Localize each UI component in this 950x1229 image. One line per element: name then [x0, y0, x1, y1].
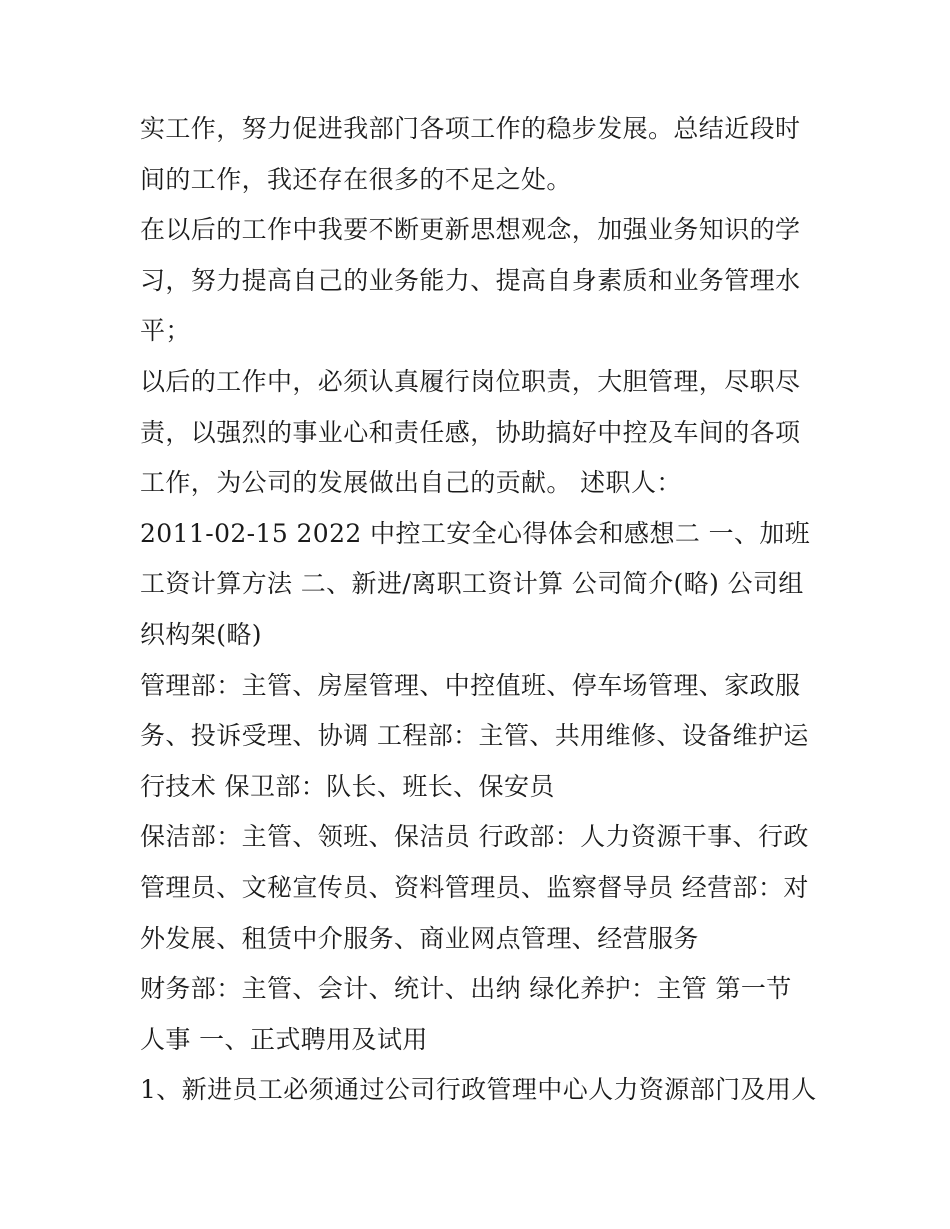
paragraph-cleaning-admin-departments: 保洁部：主管、领班、保洁员 行政部：人力资源干事、行政管理员、文秘宣传员、资料管理员、监察督导员 经营部：对外发展、租赁中介服务、商业网点管理、经营服务: [140, 822, 809, 953]
paragraph-improvement-plan: 在以后的工作中我要不断更新思想观念，加强业务知识的学习，努力提高自己的业务能力、提高自身素质和业务管理水平；: [140, 215, 801, 346]
paragraph-duty-commitment: 以后的工作中，必须认真履行岗位职责，大胆管理，尽职尽责，以强烈的事业心和责任感，协助搞好中控及车间的各项工作，为公司的发展做出自己的贡献。 述职人：: [140, 366, 801, 498]
paragraph-date-and-outline: 2011-02-15 2022 中控工安全心得体会和感想二 一、加班工资计算方法 二、新进/离职工资计算 公司简介(略) 公司组织构架(略): [140, 518, 811, 649]
document-body: [140, 104, 820, 1116]
paragraph-work-summary: 实工作，努力促进我部门各项工作的稳步发展。总结近段时间的工作，我还存在很多的不足之处。: [140, 114, 801, 194]
paragraph-management-departments: 管理部：主管、房屋管理、中控值班、停车场管理、家政服务、投诉受理、协调 工程部：主管、共用维修、设备维护运行技术 保卫部：队长、班长、保安员: [140, 670, 809, 801]
paragraph-new-employee-rule: 1、新进员工必须通过公司行政管理中心人力资源部门及用人: [140, 1075, 817, 1105]
paragraph-finance-personnel: 财务部：主管、会计、统计、出纳 绿化养护：主管 第一节 人事 一、正式聘用及试用: [140, 974, 792, 1054]
